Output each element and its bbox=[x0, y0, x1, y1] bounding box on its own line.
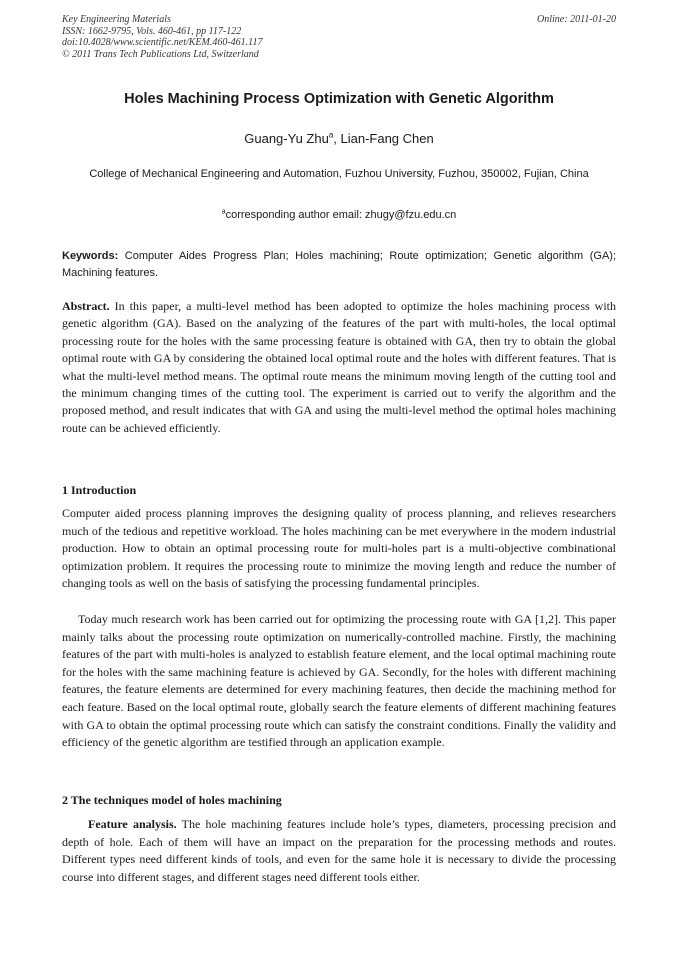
feature-analysis-text: The hole machining features include hole’s types, diameters, processing precision and depth of hole. Each of them will have an impact on the preparation for the processing methods and routes. Different types need different kinds of tools, and even for the same hole it is necessary to divide the processing course into different stages, and different stages need different tools either. bbox=[62, 817, 616, 884]
keywords-label: Keywords: bbox=[62, 250, 119, 262]
author-separator: , bbox=[333, 131, 341, 146]
abstract-label: Abstract. bbox=[62, 299, 110, 313]
keywords bbox=[62, 248, 616, 282]
email-superscript: a bbox=[221, 208, 226, 216]
online-date: Online: 2011-01-20 bbox=[537, 14, 616, 25]
journal-issn: ISSN: 1662-9795, Vols. 460-461, pp 117-122 bbox=[62, 25, 242, 37]
affiliation: College of Mechanical Engineering and Automation, Fuzhou University, Fuzhou, 350002, Fujian, China bbox=[89, 168, 589, 180]
journal-copyright: © 2011 Trans Tech Publications Ltd, Switzerland bbox=[62, 48, 259, 60]
section-heading: 1 Introduction bbox=[62, 483, 137, 497]
journal-doi: doi:10.4028/www.scientific.net/KEM.460-461.117 bbox=[62, 37, 263, 48]
author-list bbox=[62, 131, 616, 147]
author-superscript: a bbox=[328, 130, 334, 140]
paper-title: Holes Machining Process Optimization with Genetic Algorithm bbox=[124, 91, 554, 107]
abstract bbox=[62, 298, 616, 437]
keywords-text: Computer Aides Progress Plan; Holes machining; Route optimization; Genetic algorithm (GA); Machining features. bbox=[62, 250, 616, 279]
journal-header bbox=[62, 14, 616, 60]
section-heading: 2 The techniques model of holes machining bbox=[62, 793, 282, 807]
email-text: corresponding author email: zhugy@fzu.edu.cn bbox=[225, 209, 457, 221]
paragraph bbox=[62, 816, 616, 886]
author-name: Lian-Fang Chen bbox=[340, 131, 434, 146]
feature-analysis-label: Feature analysis. bbox=[88, 817, 177, 831]
author-name: Guang-Yu Zhu bbox=[244, 131, 329, 146]
journal-name: Key Engineering Materials bbox=[62, 14, 171, 25]
paragraph: Computer aided process planning improves the designing quality of process planning, and relieves researchers much of the tedious and repetitive workload. The holes machining can be met everywhere in the modern industrial production. How to obtain an optimal processing route for multi-holes part is a multi-objective combinational optimization problem. It requires the processing route to minimize the moving length and reduce the number of changing tools as well on the basis of satisfying the processing fundamental principles. bbox=[62, 506, 616, 591]
abstract-text: In this paper, a multi-level method has been adopted to optimize the holes machining process with genetic algorithm (GA). Based on the analyzing of the features of the part with multi-holes, the local optimal processing route for the holes with the same processing feature is obtained with GA, then try to obtain the global optimal route with GA by considering the obtained local optimal route and the holes with different features. That is what the multi-level method means. The optimal route means the minimum moving length of the cutting tool and the minimum changing times of the cutting tool. The experiment is carried out to verify the algorithm and the proposed method, and result indicates that with GA and using the multi-level method the optimal holes machining route can be achieved efficiently. bbox=[62, 299, 616, 435]
corresponding-email bbox=[62, 208, 616, 222]
paragraph: Today much research work has been carried out for optimizing the processing route with GA [1,2]. This paper mainly talks about the processing route optimization on numerically-controlled machine. Firstly, the machining features of the part with multi-holes is analyzed to establish feature element, and the local optimal machining route for the holes with the same machining feature is achieved by GA. Secondly, for the holes with different machining features, the feature elements are determined for every machining features, then decide the machining method for each feature. Based on the local optimal route, globally search the feature elements of different machining features with GA to obtain the optimal processing route which can satisfy the constraint conditions. Finally the validity and efficiency of the genetic algorithm are testified through an application example. bbox=[62, 612, 616, 750]
